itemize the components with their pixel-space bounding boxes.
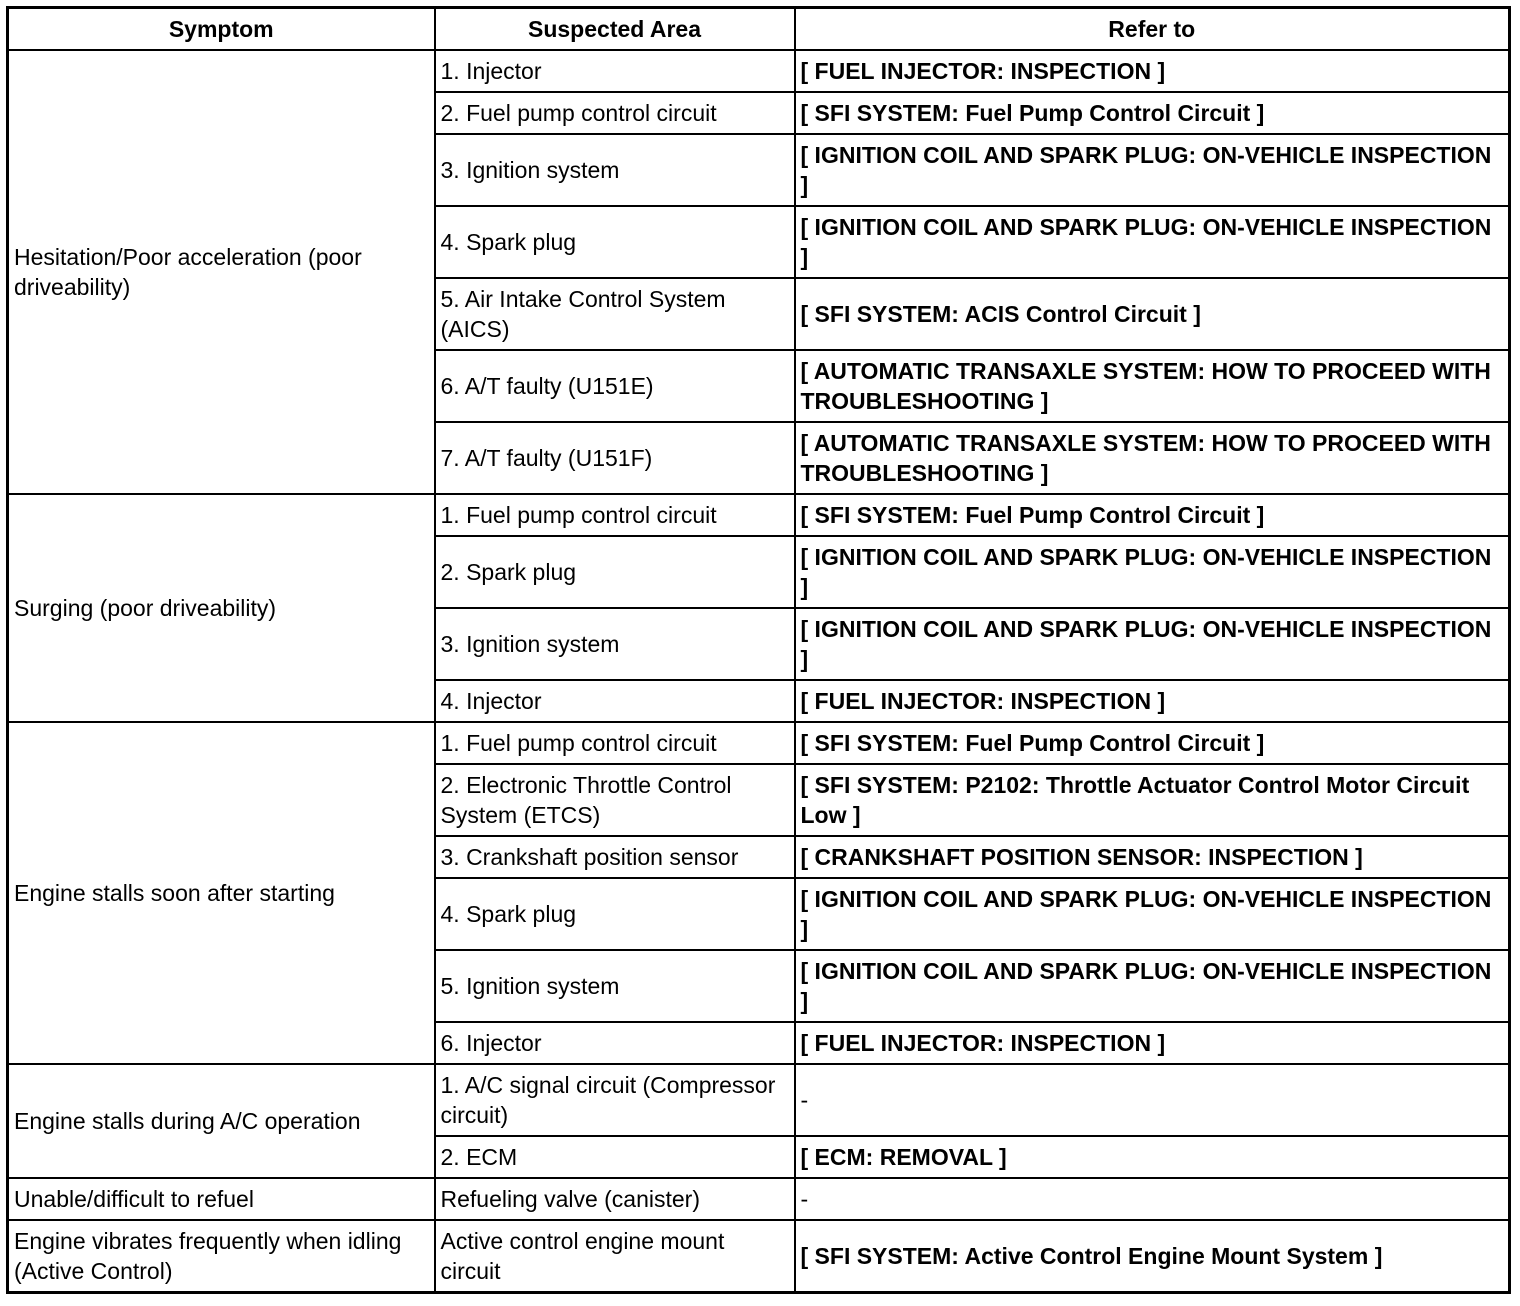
refer-to-cell: [ FUEL INJECTOR: INSPECTION ] <box>795 1022 1510 1064</box>
refer-to-cell: [ SFI SYSTEM: Fuel Pump Control Circuit ] <box>795 494 1510 536</box>
suspected-area-cell: Active control engine mount circuit <box>435 1220 795 1292</box>
refer-to-cell: [ SFI SYSTEM: P2102: Throttle Actuator Control Motor Circuit Low ] <box>795 764 1510 836</box>
suspected-area-cell: 2. ECM <box>435 1136 795 1178</box>
refer-to-cell: [ SFI SYSTEM: Fuel Pump Control Circuit ] <box>795 722 1510 764</box>
refer-to-cell: [ FUEL INJECTOR: INSPECTION ] <box>795 50 1510 92</box>
refer-to-cell: [ IGNITION COIL AND SPARK PLUG: ON-VEHICLE INSPECTION ] <box>795 536 1510 608</box>
refer-to-cell: [ SFI SYSTEM: Active Control Engine Mount System ] <box>795 1220 1510 1292</box>
refer-to-cell: - <box>795 1064 1510 1136</box>
refer-to-cell: [ FUEL INJECTOR: INSPECTION ] <box>795 680 1510 722</box>
suspected-area-cell: 1. Fuel pump control circuit <box>435 494 795 536</box>
refer-to-cell: [ AUTOMATIC TRANSAXLE SYSTEM: HOW TO PROCEED WITH TROUBLESHOOTING ] <box>795 350 1510 422</box>
header-refer-to: Refer to <box>795 8 1510 51</box>
table-row <box>8 722 1510 764</box>
suspected-area-cell: 2. Spark plug <box>435 536 795 608</box>
suspected-area-cell: 1. A/C signal circuit (Compressor circuit) <box>435 1064 795 1136</box>
symptom-cell: Surging (poor driveability) <box>8 494 435 722</box>
refer-to-cell: [ IGNITION COIL AND SPARK PLUG: ON-VEHICLE INSPECTION ] <box>795 134 1510 206</box>
symptom-cell: Engine stalls during A/C operation <box>8 1064 435 1178</box>
table-header <box>8 8 1510 51</box>
suspected-area-cell: 3. Ignition system <box>435 608 795 680</box>
table-row <box>8 1064 1510 1136</box>
suspected-area-cell: 2. Electronic Throttle Control System (ETCS) <box>435 764 795 836</box>
header-symptom: Symptom <box>8 8 435 51</box>
suspected-area-cell: 4. Spark plug <box>435 878 795 950</box>
table-row <box>8 1220 1510 1292</box>
suspected-area-cell: Refueling valve (canister) <box>435 1178 795 1220</box>
symptom-cell: Unable/difficult to refuel <box>8 1178 435 1220</box>
refer-to-cell: [ IGNITION COIL AND SPARK PLUG: ON-VEHICLE INSPECTION ] <box>795 206 1510 278</box>
symptom-cell: Engine vibrates frequently when idling (Active Control) <box>8 1220 435 1292</box>
refer-to-cell: [ ECM: REMOVAL ] <box>795 1136 1510 1178</box>
header-row <box>8 8 1510 51</box>
refer-to-cell: [ AUTOMATIC TRANSAXLE SYSTEM: HOW TO PROCEED WITH TROUBLESHOOTING ] <box>795 422 1510 494</box>
suspected-area-cell: 5. Ignition system <box>435 950 795 1022</box>
refer-to-cell: [ IGNITION COIL AND SPARK PLUG: ON-VEHICLE INSPECTION ] <box>795 608 1510 680</box>
suspected-area-cell: 4. Spark plug <box>435 206 795 278</box>
symptom-cell: Engine stalls soon after starting <box>8 722 435 1064</box>
troubleshooting-table <box>6 6 1511 1294</box>
refer-to-cell: [ CRANKSHAFT POSITION SENSOR: INSPECTION ] <box>795 836 1510 878</box>
suspected-area-cell: 3. Crankshaft position sensor <box>435 836 795 878</box>
table-row <box>8 50 1510 92</box>
table-row <box>8 494 1510 536</box>
table-row <box>8 1178 1510 1220</box>
suspected-area-cell: 3. Ignition system <box>435 134 795 206</box>
suspected-area-cell: 1. Injector <box>435 50 795 92</box>
table-body <box>8 50 1510 1292</box>
symptom-cell: Hesitation/Poor acceleration (poor driveability) <box>8 50 435 494</box>
header-suspected-area: Suspected Area <box>435 8 795 51</box>
refer-to-cell: [ SFI SYSTEM: Fuel Pump Control Circuit ] <box>795 92 1510 134</box>
suspected-area-cell: 5. Air Intake Control System (AICS) <box>435 278 795 350</box>
suspected-area-cell: 4. Injector <box>435 680 795 722</box>
refer-to-cell: [ SFI SYSTEM: ACIS Control Circuit ] <box>795 278 1510 350</box>
suspected-area-cell: 6. A/T faulty (U151E) <box>435 350 795 422</box>
suspected-area-cell: 7. A/T faulty (U151F) <box>435 422 795 494</box>
refer-to-cell: [ IGNITION COIL AND SPARK PLUG: ON-VEHICLE INSPECTION ] <box>795 950 1510 1022</box>
refer-to-cell: [ IGNITION COIL AND SPARK PLUG: ON-VEHICLE INSPECTION ] <box>795 878 1510 950</box>
suspected-area-cell: 6. Injector <box>435 1022 795 1064</box>
suspected-area-cell: 2. Fuel pump control circuit <box>435 92 795 134</box>
suspected-area-cell: 1. Fuel pump control circuit <box>435 722 795 764</box>
refer-to-cell: - <box>795 1178 1510 1220</box>
